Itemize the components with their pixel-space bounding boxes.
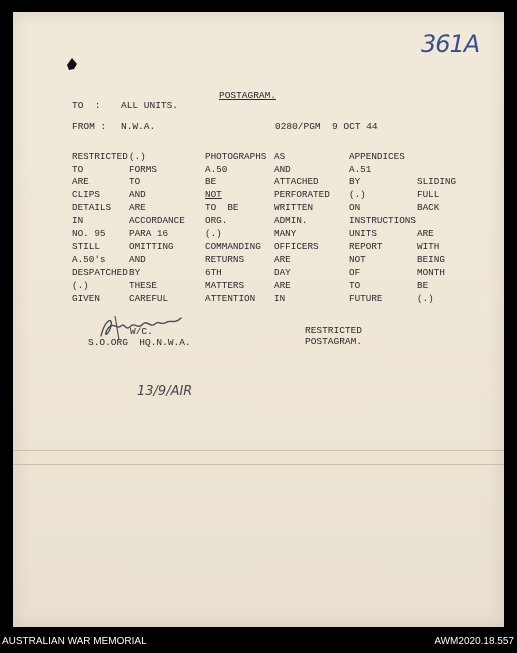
to-value: ALL UNITS. xyxy=(121,100,179,111)
body-word: PHOTOGRAPHS xyxy=(205,151,267,162)
body-word: RESTRICTED xyxy=(72,151,128,162)
body-word: OMITTING xyxy=(129,241,174,252)
body-word: A.50 xyxy=(205,164,228,175)
signature-rank: W/C. xyxy=(130,326,153,337)
body-word: DESPATCHED xyxy=(72,267,128,278)
from-label: FROM : xyxy=(72,121,107,132)
body-word: OFFICERS xyxy=(274,241,319,252)
body-word: A.50's xyxy=(72,254,106,265)
body-word: ATTENTION xyxy=(205,293,256,304)
body-word: MANY xyxy=(274,228,297,239)
footer-postagram: POSTAGRAM. xyxy=(305,336,363,347)
body-word: AND xyxy=(129,189,146,200)
body-word: PARA 16 xyxy=(129,228,169,239)
body-word: ARE xyxy=(72,176,89,187)
body-word: (.) xyxy=(349,189,366,200)
body-word: (.) xyxy=(72,280,89,291)
body-word: IN xyxy=(274,293,286,304)
body-word: NOT xyxy=(205,189,222,200)
body-word: RETURNS xyxy=(205,254,245,265)
body-word: A.51 xyxy=(349,164,372,175)
fold-line xyxy=(13,464,504,465)
body-word: APPENDICES xyxy=(349,151,405,162)
body-word: REPORT xyxy=(349,241,383,252)
body-word: (.) xyxy=(205,228,222,239)
body-word: WITH xyxy=(417,241,440,252)
body-word: FULL xyxy=(417,189,440,200)
body-word: BACK xyxy=(417,202,440,213)
body-word: ON xyxy=(349,202,361,213)
body-word: NO. 95 xyxy=(72,228,106,239)
body-word: PERFORATED xyxy=(274,189,330,200)
body-word: (.) xyxy=(417,293,434,304)
body-word: COMMANDING xyxy=(205,241,261,252)
punch-hole-icon xyxy=(66,58,78,70)
body-word: AS xyxy=(274,151,286,162)
body-word: TO xyxy=(72,164,84,175)
body-word: ADMIN. xyxy=(274,215,308,226)
body-word: BE xyxy=(205,176,217,187)
body-word: FORMS xyxy=(129,164,157,175)
reference-number: 0280/PGM 9 OCT 44 xyxy=(275,121,378,132)
document-page xyxy=(13,12,504,627)
body-word: CLIPS xyxy=(72,189,100,200)
caption-institution: AUSTRALIAN WAR MEMORIAL xyxy=(2,636,147,647)
body-word: ATTACHED xyxy=(274,176,319,187)
handwritten-date: 13/9/AIR xyxy=(137,384,193,399)
body-word: NOT xyxy=(349,254,366,265)
body-word: ARE xyxy=(274,280,291,291)
body-word: DAY xyxy=(274,267,291,278)
body-word: TO xyxy=(349,280,361,291)
body-word: MATTERS xyxy=(205,280,245,291)
fold-line xyxy=(13,450,504,451)
body-word: FUTURE xyxy=(349,293,383,304)
body-word: AND xyxy=(129,254,146,265)
body-word: TO BE xyxy=(205,202,239,213)
body-word: BEING xyxy=(417,254,445,265)
body-word: STILL xyxy=(72,241,100,252)
body-word: GIVEN xyxy=(72,293,100,304)
body-word: DETAILS xyxy=(72,202,112,213)
body-word: INSTRUCTIONS xyxy=(349,215,416,226)
body-word: 6TH xyxy=(205,267,222,278)
archive-number: 361A xyxy=(421,30,480,58)
body-word: CAREFUL xyxy=(129,293,169,304)
body-word: WRITTEN xyxy=(274,202,314,213)
body-word: MONTH xyxy=(417,267,445,278)
signature-block: S.O.ORG HQ.N.W.A. xyxy=(88,337,191,348)
to-label: TO : xyxy=(72,100,101,111)
body-word: AND xyxy=(274,164,291,175)
body-word: UNITS xyxy=(349,228,377,239)
body-word: BY xyxy=(129,267,141,278)
body-word: OF xyxy=(349,267,361,278)
body-word: ACCORDANCE xyxy=(129,215,185,226)
footer-restricted: RESTRICTED xyxy=(305,325,363,336)
body-word: THESE xyxy=(129,280,157,291)
document-title: POSTAGRAM. xyxy=(219,90,277,101)
body-word: ARE xyxy=(274,254,291,265)
body-word: ARE xyxy=(129,202,146,213)
body-word: SLIDING xyxy=(417,176,457,187)
body-word: ORG. xyxy=(205,215,228,226)
body-word: BE xyxy=(417,280,429,291)
body-word: ARE xyxy=(417,228,434,239)
from-value: N.W.A. xyxy=(121,121,156,132)
body-word: IN xyxy=(72,215,84,226)
body-word: (.) xyxy=(129,151,146,162)
caption-accession: AWM2020.18.557 xyxy=(434,636,514,647)
body-word: TO xyxy=(129,176,141,187)
body-word: BY xyxy=(349,176,361,187)
